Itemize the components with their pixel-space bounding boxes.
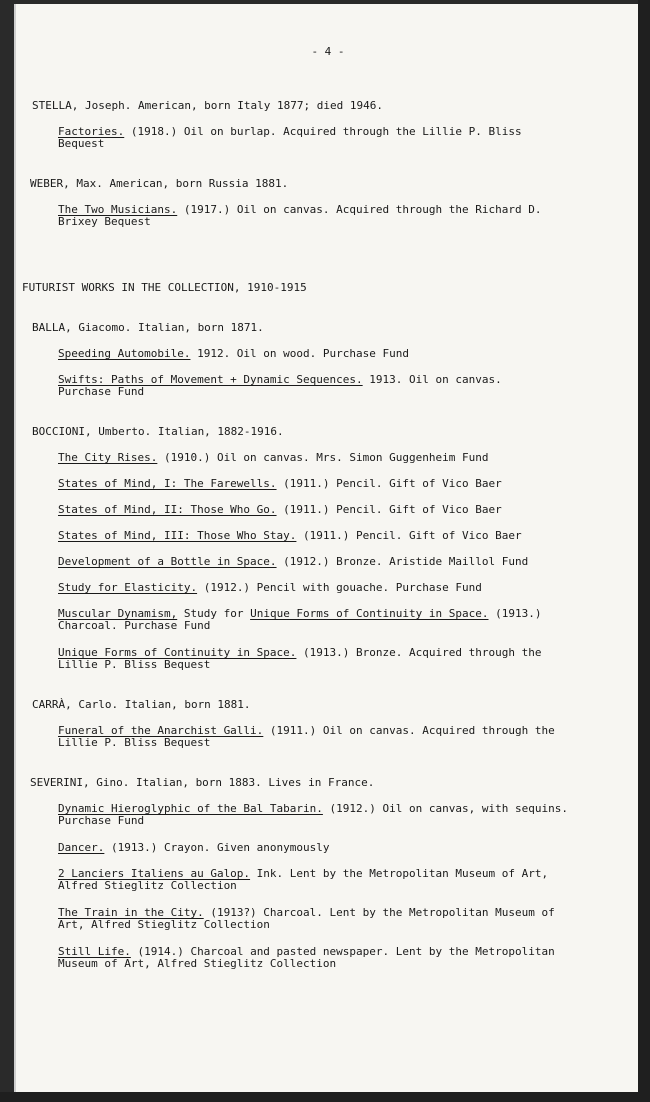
work-details: (1913.) Bronze. Acquired through the <box>296 646 542 659</box>
work-details-cont: Brixey Bequest <box>58 215 151 228</box>
work-details: Ink. Lent by the Metropolitan Museum of Art, <box>250 867 549 880</box>
work-details: (1911.) Oil on canvas. Acquired through the <box>263 724 555 737</box>
work-details-cont: Art, Alfred Stieglitz Collection <box>58 918 270 931</box>
work-details-cont: Alfred Stieglitz Collection <box>58 879 237 892</box>
artist-weber: WEBER, Max. American, born Russia 1881. <box>30 177 289 190</box>
artist-severini: SEVERINI, Gino. Italian, born 1883. Lives in France. <box>30 776 375 789</box>
work-title: Muscular Dynamism, <box>58 607 178 620</box>
work-details: (1912.) Oil on canvas, with sequins. <box>322 802 568 815</box>
work-entry <box>58 348 409 360</box>
work-title: Funeral of the Anarchist Galli. <box>58 724 264 737</box>
work-title: Development of a Bottle in Space. <box>58 555 277 568</box>
work-title: Unique Forms of Continuity in Space. <box>58 646 297 659</box>
work-details-cont: Purchase Fund <box>58 814 145 827</box>
work-details-cont: Lillie P. Bliss Bequest <box>58 658 211 671</box>
work-details: (1913?) Charcoal. Lent by the Metropolitan Museum of <box>203 906 555 919</box>
work-details: (1912.) Bronze. Aristide Maillol Fund <box>276 555 529 568</box>
work-title: States of Mind, II: Those Who Go. <box>58 503 277 516</box>
work-title: Still Life. <box>58 945 131 958</box>
artist-stella: STELLA, Joseph. American, born Italy 1877; died 1946. <box>32 99 383 112</box>
page-number: - 4 - <box>311 45 345 58</box>
work-details: (1911.) Pencil. Gift of Vico Baer <box>276 503 502 516</box>
work-title: Dancer. <box>58 841 105 854</box>
work-details: 1913. Oil on canvas. <box>362 373 502 386</box>
work-title: Factories. <box>58 125 125 138</box>
work-details-cont: Purchase Fund <box>58 385 145 398</box>
work-title: Dynamic Hieroglyphic of the Bal Tabarin. <box>58 802 323 815</box>
work-title: Study for Elasticity. <box>58 581 198 594</box>
work-details: (1914.) Charcoal and pasted newspaper. Lent by the Metropolitan <box>130 945 555 958</box>
work-title: The City Rises. <box>58 451 158 464</box>
artist-carra: CARRÀ, Carlo. Italian, born 1881. <box>32 698 251 711</box>
artist-balla: BALLA, Giacomo. Italian, born 1871. <box>32 321 264 334</box>
work-details-secondary: (1913.) <box>488 607 542 620</box>
work-entry <box>58 504 502 516</box>
work-details-cont: Bequest <box>58 137 105 150</box>
work-title: The Train in the City. <box>58 906 204 919</box>
work-entry <box>58 452 488 464</box>
artist-boccioni: BOCCIONI, Umberto. Italian, 1882-1916. <box>32 425 284 438</box>
work-title: Swifts: Paths of Movement + Dynamic Sequences. <box>58 373 363 386</box>
work-entry <box>58 556 528 568</box>
work-details-cont: Lillie P. Bliss Bequest <box>58 736 211 749</box>
work-entry <box>58 126 522 138</box>
work-details: Study for <box>177 607 251 620</box>
work-details: 1912. Oil on wood. Purchase Fund <box>190 347 409 360</box>
section-heading: FUTURIST WORKS IN THE COLLECTION, 1910-1915 <box>22 281 307 294</box>
work-title: The Two Musicians. <box>58 203 178 216</box>
work-details: (1913.) Crayon. Given anonymously <box>104 841 330 854</box>
work-entry <box>58 582 482 594</box>
work-title: States of Mind, I: The Farewells. <box>58 477 277 490</box>
scan-border-right <box>638 0 650 1102</box>
work-details: (1910.) Oil on canvas. Mrs. Simon Guggenheim Fund <box>157 451 489 464</box>
work-details: (1917.) Oil on canvas. Acquired through the Richard D. <box>177 203 542 216</box>
work-title-secondary: Unique Forms of Continuity in Space. <box>250 607 489 620</box>
work-title: Speeding Automobile. <box>58 347 191 360</box>
work-title: States of Mind, III: Those Who Stay. <box>58 529 297 542</box>
work-entry <box>58 530 522 542</box>
work-entry <box>58 842 330 854</box>
work-details: (1912.) Pencil with gouache. Purchase Fund <box>197 581 482 594</box>
scan-border-bottom <box>0 1092 650 1102</box>
document-page <box>14 4 638 1092</box>
work-details-cont: Museum of Art, Alfred Stieglitz Collection <box>58 957 337 970</box>
work-details: (1918.) Oil on burlap. Acquired through the Lillie P. Bliss <box>124 125 522 138</box>
work-details-cont: Charcoal. Purchase Fund <box>58 619 211 632</box>
work-title: 2 Lanciers Italiens au Galop. <box>58 867 251 880</box>
work-details: (1911.) Pencil. Gift of Vico Baer <box>296 529 522 542</box>
work-details: (1911.) Pencil. Gift of Vico Baer <box>276 477 502 490</box>
work-entry <box>58 478 502 490</box>
